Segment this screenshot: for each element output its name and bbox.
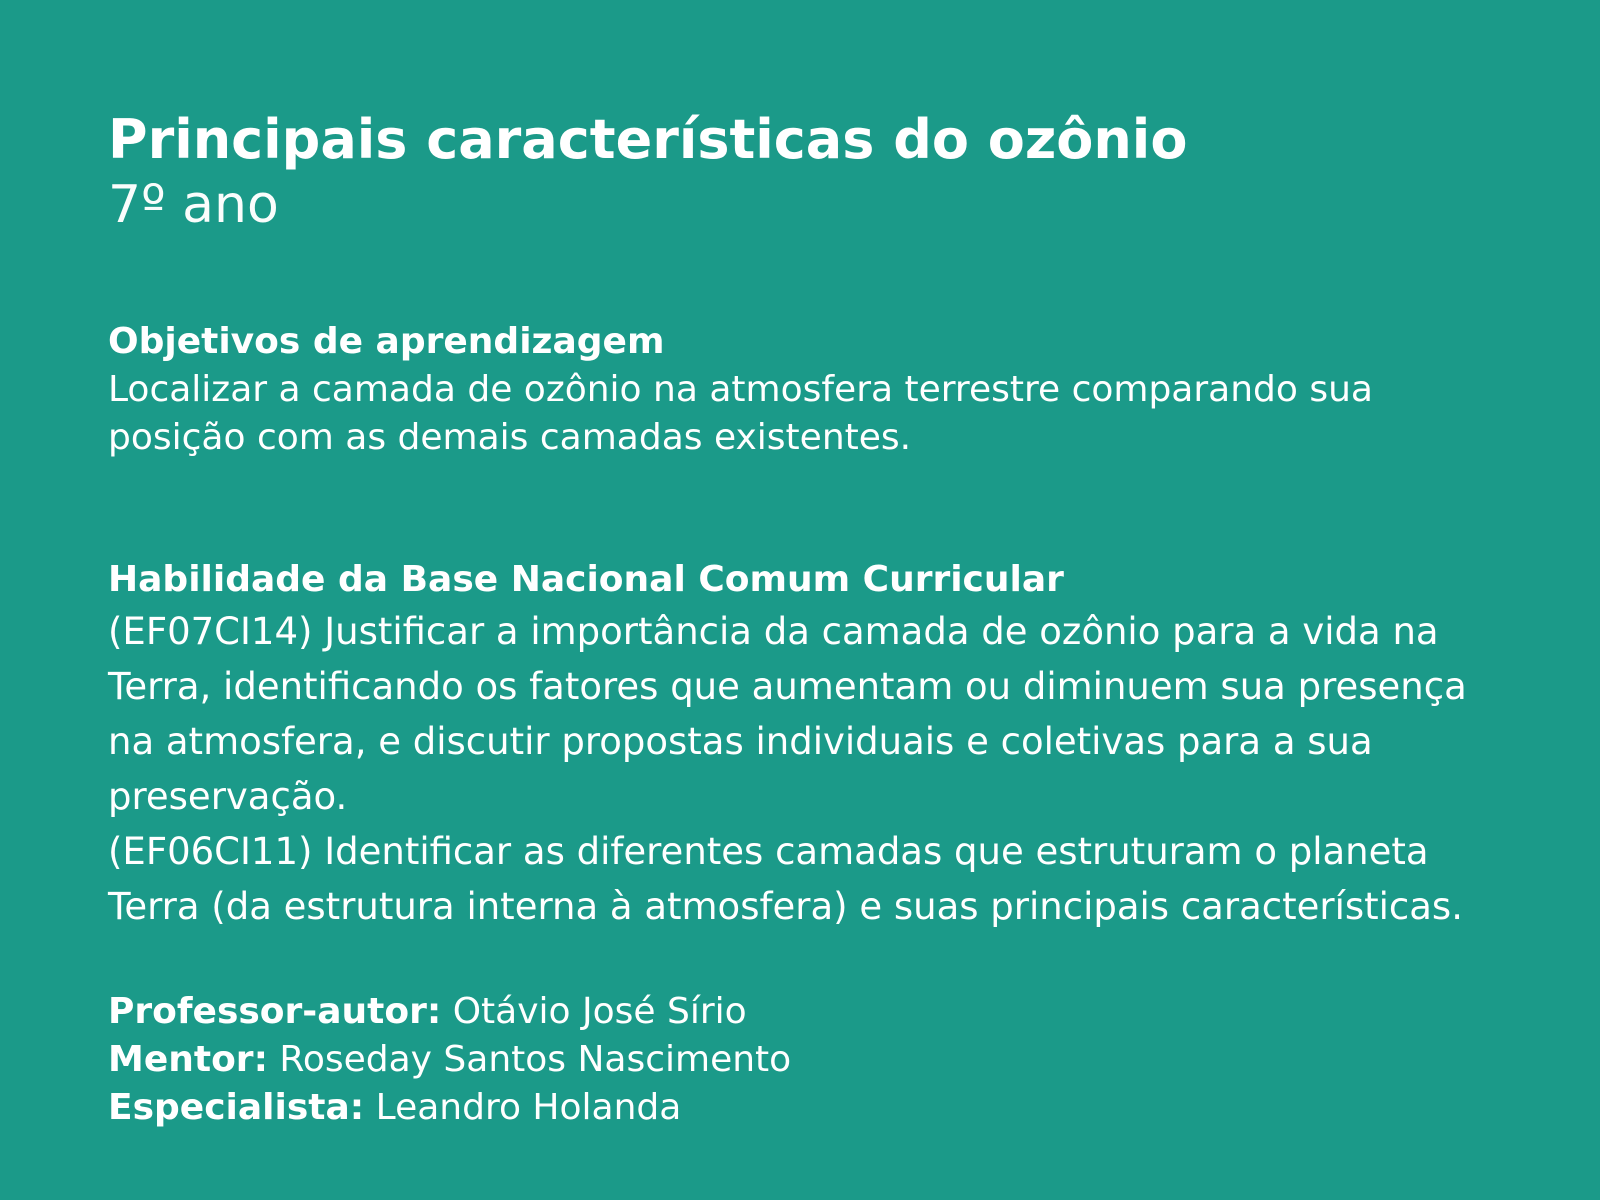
credit-mentor-label: Mentor: <box>108 1039 268 1080</box>
credit-mentor <box>108 1036 791 1084</box>
credit-mentor-name: Roseday Santos Nascimento <box>279 1039 792 1080</box>
habilidade-section <box>108 556 1548 934</box>
objetivos-section <box>108 318 1428 462</box>
objetivos-text: Localizar a camada de ozônio na atmosfera terrestre comparando sua posição com as demais camadas existentes. <box>108 369 1373 458</box>
credit-professor <box>108 988 791 1036</box>
page-title: Principais características do ozônio <box>108 108 1188 171</box>
credit-professor-name: Otávio José Sírio <box>452 991 747 1032</box>
objetivos-heading: Objetivos de aprendizagem <box>108 321 665 362</box>
habilidade-heading: Habilidade da Base Nacional Comum Curricular <box>108 559 1064 600</box>
habilidade-item: (EF07CI14) Justificar a importância da camada de ozônio para a vida na Terra, identificando os fatores que aumentam ou diminuem sua presença na atmosfera, e discutir propostas individuais e coletivas para a sua preservação. <box>108 610 1467 818</box>
credit-especialista <box>108 1084 791 1132</box>
grade-subtitle: 7º ano <box>108 175 279 235</box>
credit-especialista-name: Leandro Holanda <box>375 1087 682 1128</box>
habilidade-item: (EF06CI11) Identificar as diferentes camadas que estruturam o planeta Terra (da estrutura interna à atmosfera) e suas principais características. <box>108 830 1463 928</box>
slide-content <box>108 108 1548 1128</box>
credit-especialista-label: Especialista: <box>108 1087 365 1128</box>
credits-section <box>108 988 791 1132</box>
credit-professor-label: Professor-autor: <box>108 991 442 1032</box>
